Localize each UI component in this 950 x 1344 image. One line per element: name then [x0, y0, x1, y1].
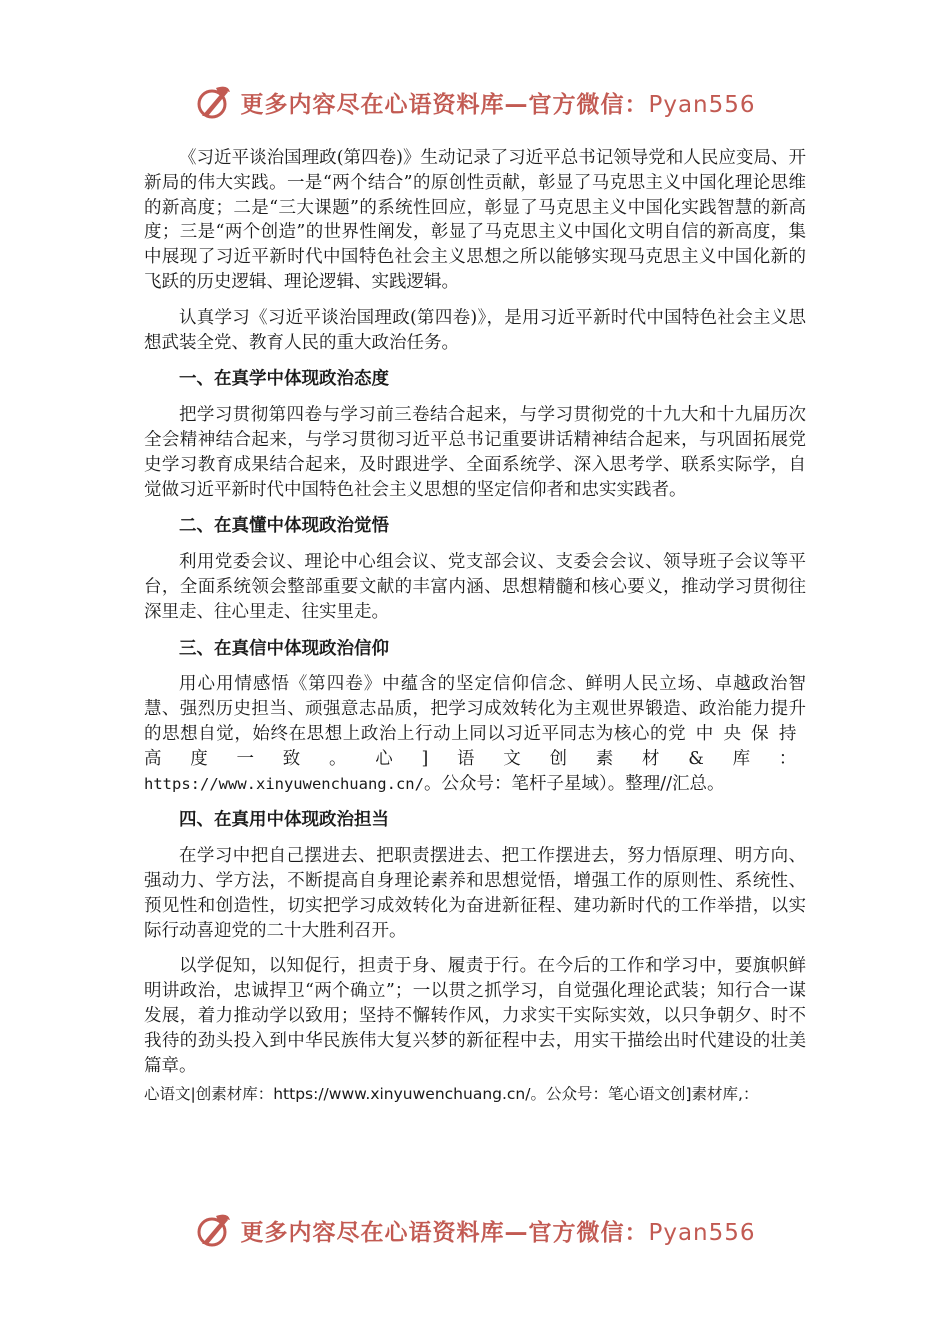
banner-wechat-id: Pyan556	[648, 91, 756, 118]
section-heading-1: 一、在真学中体现政治态度	[179, 369, 389, 390]
paragraph-conclusion: 以学促知，以知促行，担责于身、履责于行。在今后的工作和学习中，要旗帜鲜明讲政治，忠诚捍卫“两个确立”；一以贯之抓学习，自觉强化理论武装；知行合一谋发展，着力推动学以致用；坚持不懈转作风，力求实干实际实效，以只争朝夕、时不我待的劲头投入到中华民族伟大复兴梦的新征程中去，用实干描绘出时代建设的壮美篇章。	[144, 956, 806, 1076]
paragraph-section-3-main: 用心用情感悟《第四卷》中蕴含的坚定信仰信念、鲜明人民立场、卓越政治智慧、强烈历史担当、顽强意志品质，把学习成效转化为主观世界锻造、政治能力提升的思想自觉，始终在思想上政治上行动上同以习近平同志为核心的	[144, 674, 806, 744]
paragraph-section-2: 利用党委会议、理论中心组会议、党支部会议、支委会会议、领导班子会议等平台，全面系统领会整部重要文献的丰富内涵、思想精髓和核心要义，推动学习贯彻往深里走、往心里走、往实里走。	[144, 552, 806, 622]
paragraph-section-4: 在学习中把自己摆进去、把职责摆进去、把工作摆进去，努力悟原理、明方向、强动力、学方法，不断提高自身理论素养和思想觉悟，增强工作的原则性、系统性、预见性和创造性，切实把学习成效转化为奋进新征程、建功新时代的工作举措，以实际行动喜迎党的二十大胜利召开。	[144, 846, 806, 941]
section-heading-2: 二、在真懂中体现政治觉悟	[179, 516, 389, 537]
banner-text: 更多内容尽在心语资料库—官方微信：Pyan556	[240, 1219, 756, 1246]
quill-logo-icon	[194, 82, 234, 122]
paragraph-section-3-url: https://www.xinyuwenchuang.cn/	[144, 774, 424, 793]
quill-logo-icon	[194, 1210, 234, 1250]
paragraph-section-3	[144, 672, 806, 796]
header-banner	[0, 80, 950, 124]
section-heading-3: 三、在真信中体现政治信仰	[179, 638, 389, 659]
paragraph-section-3-tail: 。公众号：笔杆子星域）。整理//汇总。	[423, 773, 725, 794]
banner-wechat-id: Pyan556	[648, 1219, 756, 1246]
footer-banner	[0, 1208, 950, 1252]
source-footer-line: 心语文|创素材库：https://www.xinyuwenchuang.cn/。公众号：笔心语文创]素材库,：	[144, 1085, 759, 1104]
section-heading-4: 四、在真用中体现政治担当	[179, 810, 389, 831]
paragraph-intro: 《习近平谈治国理政(第四卷)》生动记录了习近平总书记领导党和人民应变局、开新局的伟大实践。一是“两个结合”的原创性贡献，彰显了马克思主义中国化理论思维的新高度；二是“三大课题”的系统性回应，彰显了马克思主义中国化实践智慧的新高度；三是“两个创造”的世界性阐发，彰显了马克思主义中国化文明自信的新高度，集中展现了习近平新时代中国特色社会主义思想之所以能够实现马克思主义中国化新的飞跃的历史逻辑、理论逻辑、实践逻辑。	[144, 148, 806, 292]
document-body	[144, 146, 806, 1106]
paragraph-task: 认真学习《习近平谈治国理政(第四卷)》，是用习近平新时代中国特色社会主义思想武装全党、教育人民的重大政治任务。	[144, 307, 806, 353]
banner-text: 更多内容尽在心语资料库—官方微信：Pyan556	[240, 91, 756, 118]
paragraph-section-3-spread: 党中央保持高度一致。心]语文创素材&库：	[144, 723, 807, 769]
paragraph-section-1: 把学习贯彻第四卷与学习前三卷结合起来，与学习贯彻党的十九大和十九届历次全会精神结合起来，与学习贯彻习近平总书记重要讲话精神结合起来，与巩固拓展党史学习教育成果结合起来，及时跟进学、全面系统学、深入思考学、联系实际学，自觉做习近平新时代中国特色社会主义思想的坚定信仰者和忠实实践者。	[144, 405, 806, 500]
